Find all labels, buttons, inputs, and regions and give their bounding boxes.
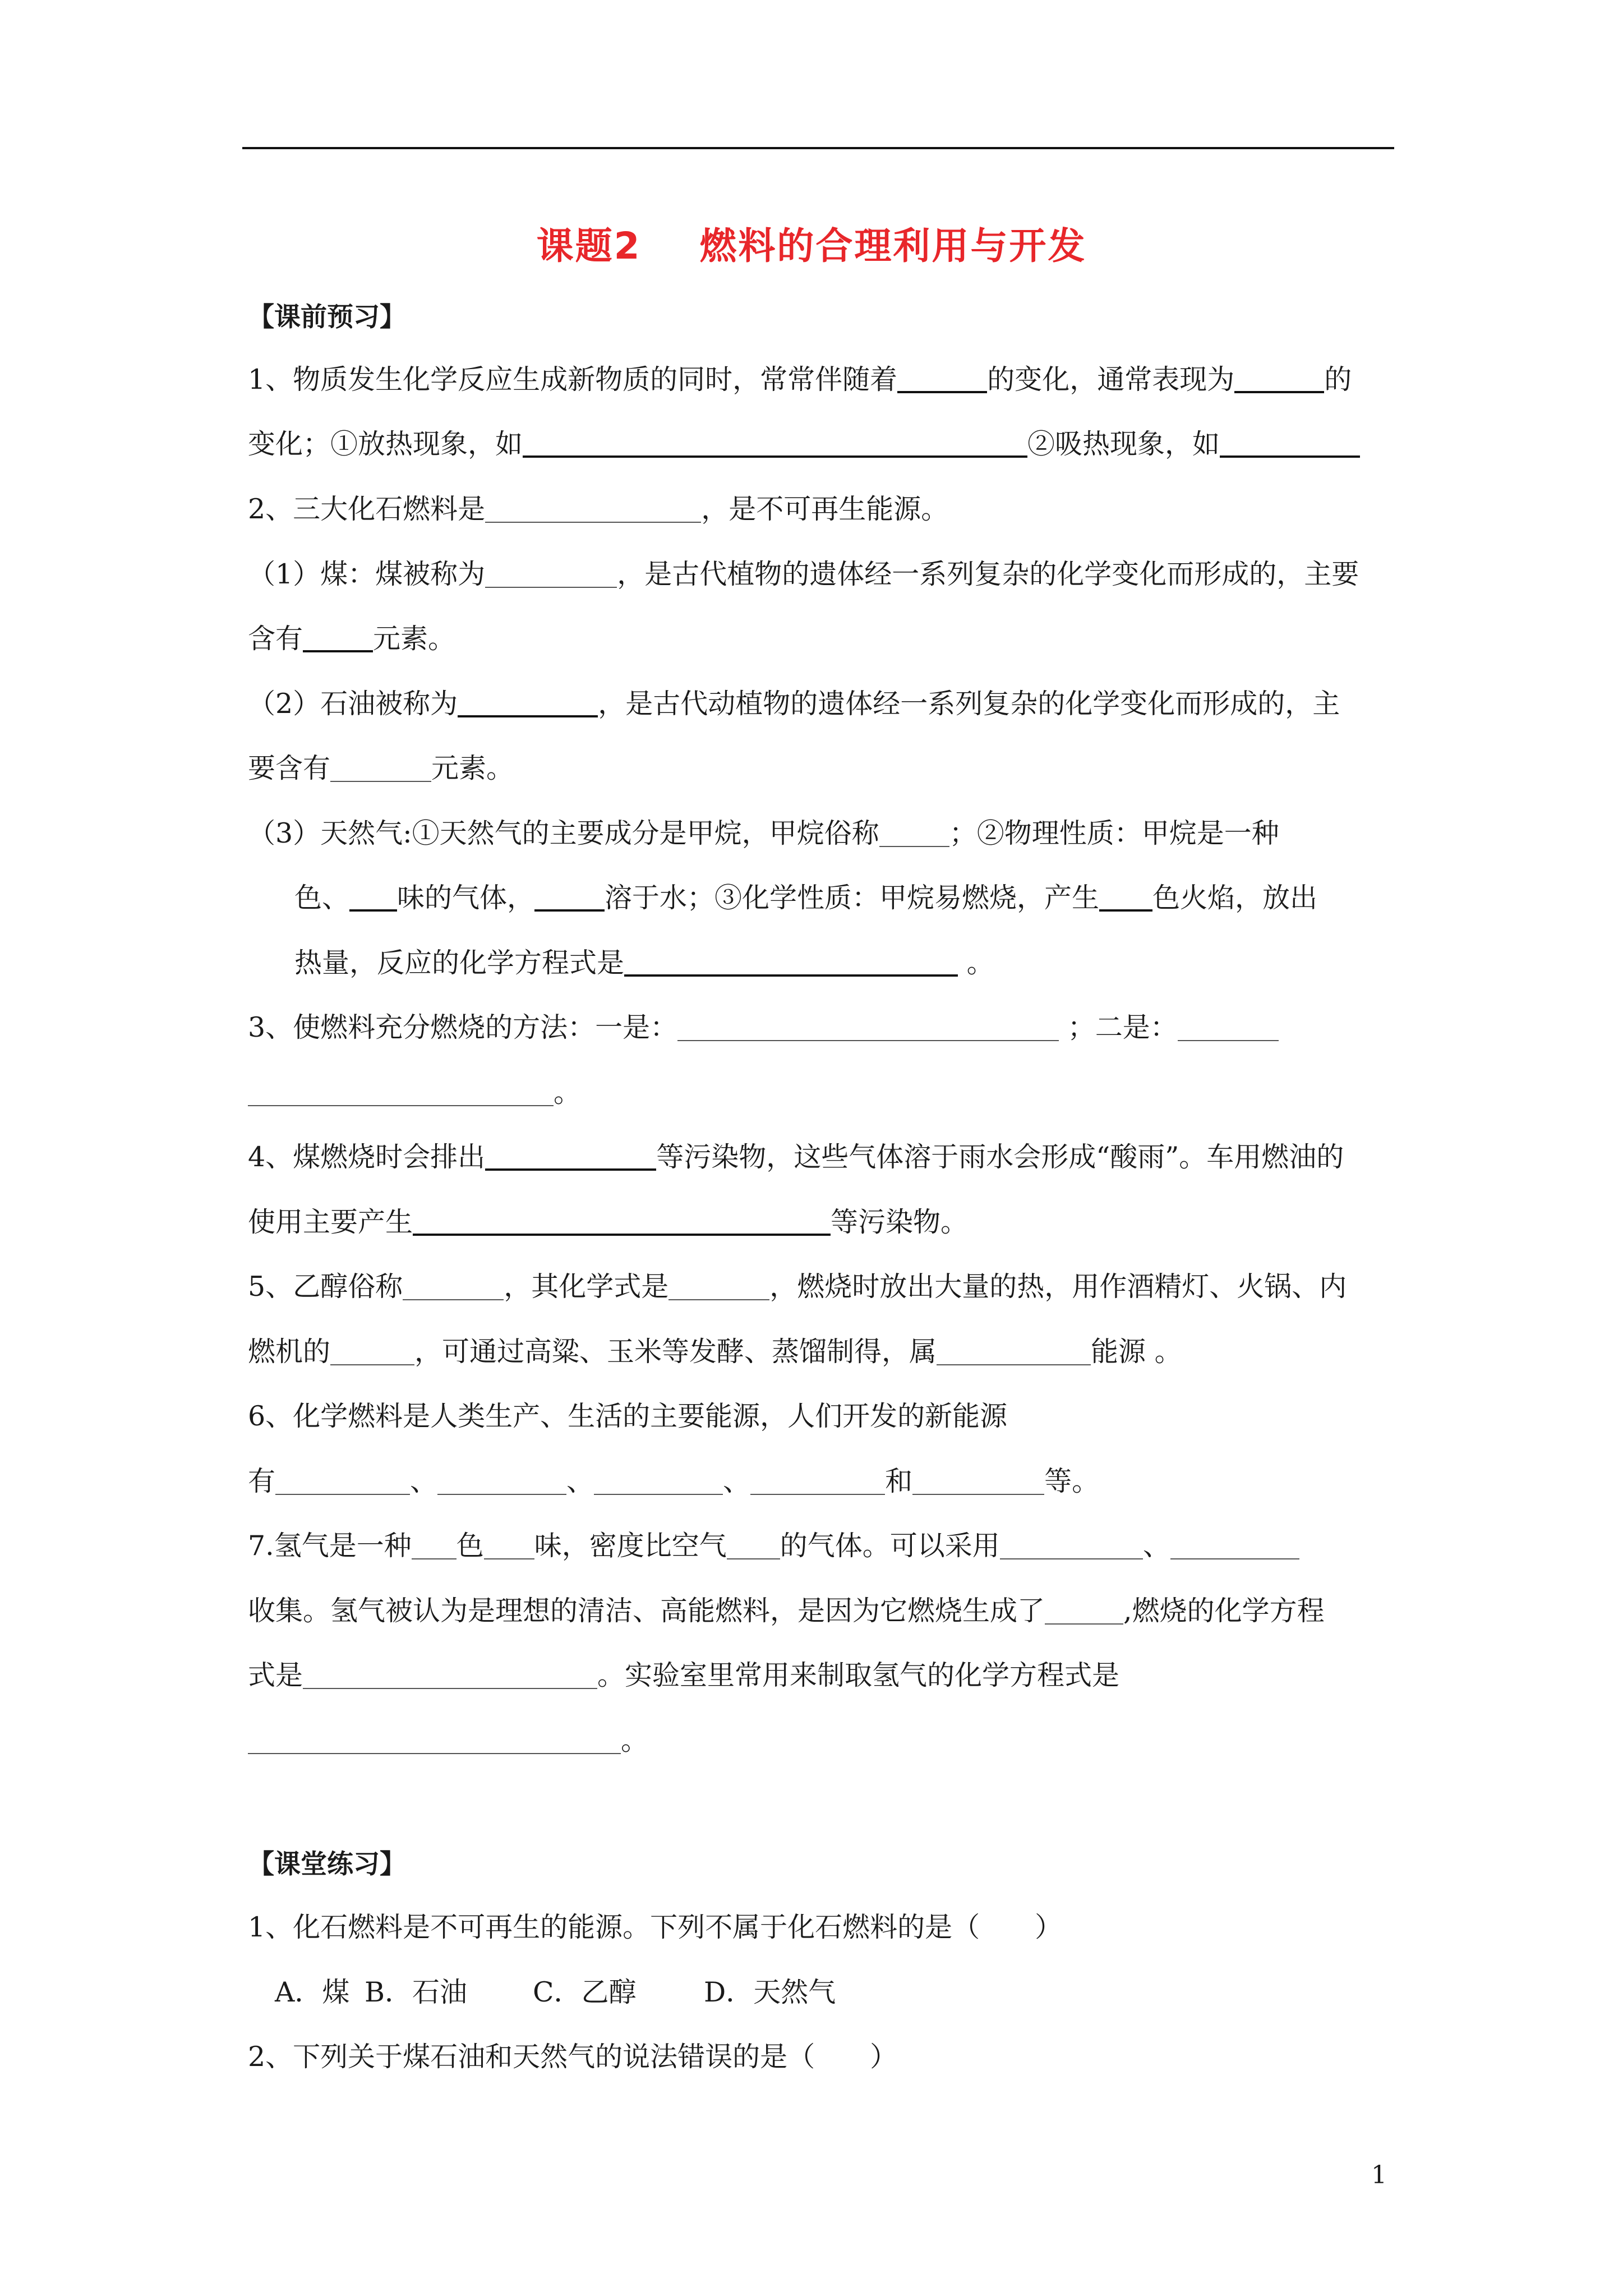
question-7-line-2: 收集。氢气被认为是理想的清洁、高能燃料，是因为它燃烧生成了 ,燃烧的化学方程 [248, 1595, 1325, 1627]
answer-blank[interactable] [897, 363, 987, 393]
question-6-line-1: 6、化学燃料是人类生产、生活的主要能源，人们开发的新能源 [248, 1400, 1008, 1432]
answer-blank[interactable] [1170, 1530, 1299, 1559]
answer-blank[interactable] [330, 753, 431, 782]
question-2-oil-line-1: （2）石油被称为 ，是古代动植物的遗体经一系列复杂的化学变化而形成的，主 [248, 688, 1340, 720]
question-7-line-1: 7.氢气是一种 色 味，密度比空气 的气体。可以采用 、 [248, 1529, 1299, 1563]
question-2-gas-line-3: 热量，反应的化学方程式是 。 [294, 947, 994, 979]
answer-blank[interactable] [303, 622, 373, 652]
answer-blank[interactable] [1000, 1530, 1143, 1559]
option-a[interactable]: A．煤 [275, 1976, 350, 2008]
answer-blank[interactable] [485, 494, 701, 523]
header-rule [242, 147, 1394, 149]
answer-blank[interactable] [668, 1271, 769, 1300]
answer-blank[interactable] [534, 881, 605, 912]
question-5-line-2: 燃机的 ，可通过高粱、玉米等发酵、蒸馏制得，属 能源 。 [248, 1336, 1182, 1368]
question-4-line-1: 4、煤燃烧时会排出 等污染物，这些气体溶于雨水会形成“酸雨”。车用燃油的 [248, 1141, 1344, 1173]
answer-blank[interactable] [403, 1271, 504, 1300]
option-b[interactable]: B．石油 [365, 1976, 468, 2008]
section-practice-heading: 【课堂练习】 [248, 1849, 406, 1880]
answer-blank[interactable] [1234, 363, 1324, 393]
answer-blank[interactable] [485, 559, 617, 588]
answer-blank[interactable] [1045, 1595, 1123, 1625]
answer-blank[interactable] [248, 1725, 621, 1754]
answer-blank[interactable] [484, 1530, 534, 1559]
answer-blank[interactable] [330, 1336, 414, 1365]
question-2-gas-line-2: 色、 味的气体， 溶于水；③化学性质：甲烷易燃烧，产生 色火焰，放出 [294, 882, 1318, 914]
option-d[interactable]: D．天然气 [704, 1976, 836, 2008]
question-2-line-1: 2、三大化石燃料是 ，是不可再生能源。 [248, 493, 949, 525]
answer-blank[interactable] [413, 1205, 831, 1236]
answer-blank[interactable] [412, 1530, 457, 1559]
section-preview-heading: 【课前预习】 [248, 302, 406, 333]
answer-blank[interactable] [727, 1530, 780, 1559]
question-2-gas-line-1: （3）天然气:①天然气的主要成分是甲烷，甲烷俗称 ；②物理性质：甲烷是一种 [248, 817, 1279, 849]
answer-blank[interactable] [303, 1660, 597, 1689]
question-5-line-1: 5、乙醇俗称 ，其化学式是 ，燃烧时放出大量的热，用作酒精灯、火锅、内 [248, 1271, 1347, 1303]
question-7-line-4: 。 [248, 1724, 648, 1757]
answer-blank[interactable] [349, 881, 397, 912]
page-title: 课题2 燃料的合理利用与开发 [536, 224, 1087, 268]
answer-blank[interactable] [458, 687, 598, 717]
answer-blank[interactable] [248, 1077, 554, 1106]
question-2-oil-line-2: 要含有 元素。 [248, 752, 514, 784]
question-3-line-2: 。 [248, 1076, 581, 1110]
answer-blank[interactable] [624, 946, 958, 977]
answer-blank[interactable] [1099, 881, 1152, 912]
answer-blank[interactable] [275, 1466, 410, 1495]
answer-blank[interactable] [485, 1140, 656, 1171]
answer-blank[interactable] [750, 1466, 885, 1495]
answer-blank[interactable] [594, 1466, 723, 1495]
question-2-coal-line-1: （1）煤：煤被称为 ，是古代植物的遗体经一系列复杂的化学变化而形成的，主要 [248, 558, 1359, 590]
answer-blank[interactable] [879, 818, 949, 847]
question-1-line-2: 变化；①放热现象，如 ②吸热现象，如 [248, 427, 1360, 461]
question-2-coal-line-2: 含有 元素。 [248, 623, 456, 655]
question-4-line-2: 使用主要产生 等污染物。 [248, 1206, 969, 1238]
answer-blank[interactable] [437, 1466, 566, 1495]
practice-question-1-options [275, 1976, 850, 2009]
answer-blank[interactable] [1220, 427, 1360, 458]
practice-question-1: 1、化石燃料是不可再生的能源。下列不属于化石燃料的是（ ） [248, 1911, 1063, 1943]
answer-blank[interactable] [523, 427, 1027, 458]
answer-blank[interactable] [1178, 1012, 1279, 1041]
answer-blank[interactable] [937, 1336, 1091, 1365]
option-c[interactable]: C．乙醇 [533, 1976, 637, 2008]
question-3-line-1: 3、使燃料充分燃烧的方法：一是： ；二是： [248, 1011, 1279, 1045]
practice-question-2: 2、下列关于煤石油和天然气的说法错误的是（ ） [248, 2041, 898, 2073]
answer-blank[interactable] [912, 1466, 1044, 1495]
page-number: 1 [1371, 2161, 1387, 2189]
question-6-line-2: 有 、 、 、 和 等。 [248, 1465, 1100, 1497]
answer-blank[interactable] [677, 1012, 1059, 1041]
question-1-line-1: 1、物质发生化学反应生成新物质的同时，常常伴随着 的变化，通常表现为 的 [248, 364, 1352, 395]
question-7-line-3: 式是 。实验室里常用来制取氢气的化学方程式是 [248, 1659, 1120, 1691]
